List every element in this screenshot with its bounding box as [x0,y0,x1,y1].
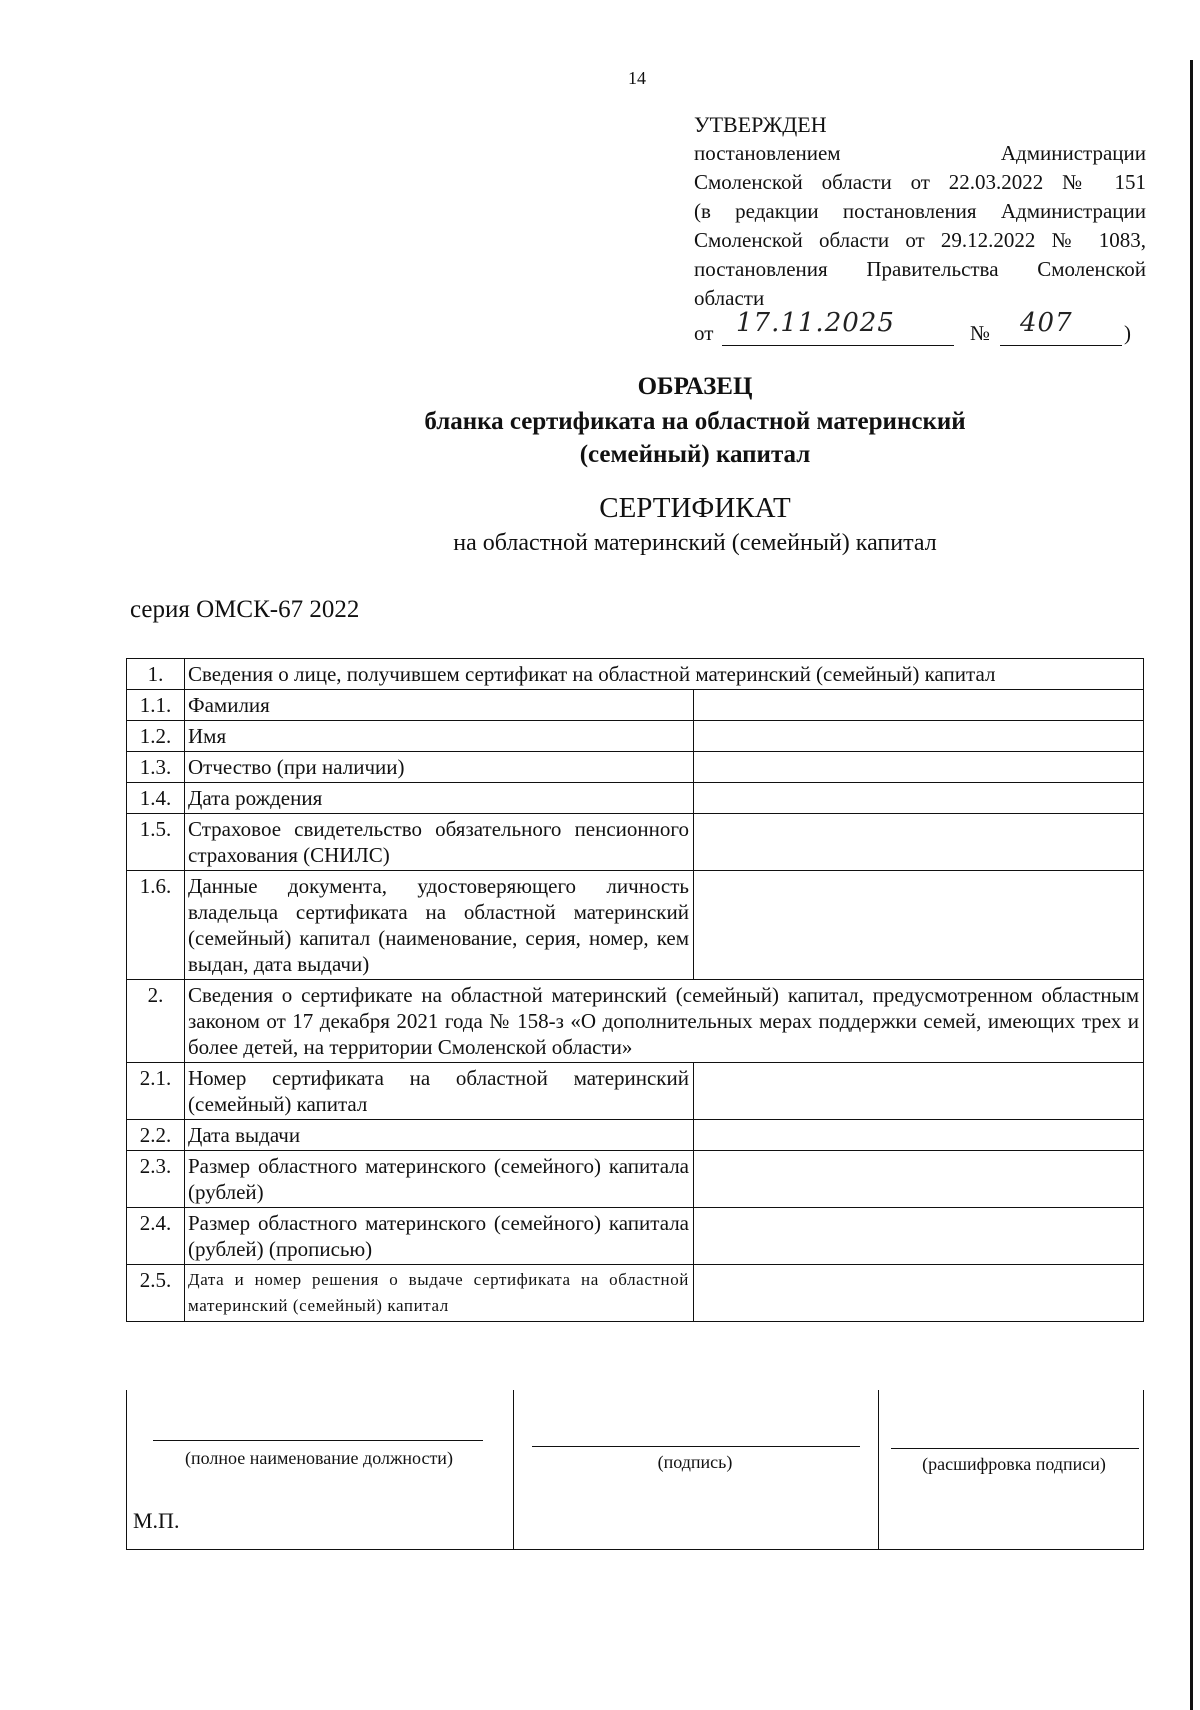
approval-line-5: постановления Правительства Смоленской [694,257,1146,281]
sample-subheading-2: (семейный) капитал [579,441,811,468]
row-number: 2.5. [127,1265,185,1322]
field-value-snils[interactable] [694,814,1144,871]
row-number: 1.3. [127,752,185,783]
sample-heading: ОБРАЗЕЦ [637,373,753,400]
row-number: 2.1. [127,1063,185,1120]
number-underline [1000,345,1122,346]
handwritten-date: 17.11.2025 [736,308,895,338]
row-number: 2.3. [127,1151,185,1208]
field-label-name: Имя [185,721,694,752]
position-caption: (полное наименование должности) [185,1448,453,1468]
row-number: 1.1. [127,690,185,721]
row-number: 1.2. [127,721,185,752]
table-row [127,1265,1144,1322]
approval-block [694,110,1146,347]
approval-title: УТВЕРЖДЕН [694,112,827,137]
sample-subheading-1: бланка сертификата на областной материнский [424,408,966,435]
field-value-capital-amount[interactable] [694,1151,1144,1208]
approval-line-6: области [694,286,765,310]
field-value-birthdate[interactable] [694,783,1144,814]
signature-line[interactable] [532,1446,860,1447]
position-cell [127,1390,514,1550]
field-value-surname[interactable] [694,690,1144,721]
table-row [127,721,1144,752]
field-label-decision: Дата и номер решения о выдаче сертификата на областной материнский (семейный) капитал [185,1265,694,1322]
field-label-snils: Страховое свидетельство обязательного пенсионного страхования (СНИЛС) [185,814,694,871]
decoding-signature-line[interactable] [891,1448,1139,1449]
approval-line-3: (в редакции постановления Администрации [694,199,1146,223]
approval-line-2: Смоленской области от 22.03.2022 № 151 [694,170,1146,194]
row-number: 2.2. [127,1120,185,1151]
field-label-issue-date: Дата выдачи [185,1120,694,1151]
row-number: 2. [127,980,185,1063]
signature-cell [514,1390,879,1550]
table-row [127,1151,1144,1208]
series-label: серия ОМСК-67 2022 [130,596,360,623]
decoding-caption: (расшифровка подписи) [922,1454,1106,1474]
row-number: 1. [127,659,185,690]
field-label-patronymic: Отчество (при наличии) [185,752,694,783]
table-row [127,1063,1144,1120]
field-label-surname: Фамилия [185,690,694,721]
table-row [127,752,1144,783]
row-number: 2.4. [127,1208,185,1265]
certificate-subtitle: на областной материнский (семейный) капитал [453,530,937,556]
row-number: 1.4. [127,783,185,814]
date-underline [722,345,954,346]
table-row [127,783,1144,814]
approval-line-4: Смоленской области от 29.12.2022 № 1083, [694,228,1146,252]
field-value-patronymic[interactable] [694,752,1144,783]
stamp-label: М.П. [133,1508,180,1533]
table-row [127,690,1144,721]
field-label-capital-amount-words: Размер областного материнского (семейного) капитала (рублей) (прописью) [185,1208,694,1265]
signature-block [126,1390,1144,1550]
field-value-capital-amount-words[interactable] [694,1208,1144,1265]
field-label-certificate-number: Номер сертификата на областной материнский (семейный) капитал [185,1063,694,1120]
position-signature-line[interactable] [153,1440,483,1441]
table-row [127,814,1144,871]
table-row [127,1120,1144,1151]
signature-caption: (подпись) [657,1452,733,1472]
approval-line-1: постановлением Администрации [694,141,1146,165]
from-label: от [694,321,714,345]
table-row [127,871,1144,980]
field-value-issue-date[interactable] [694,1120,1144,1151]
field-value-certificate-number[interactable] [694,1063,1144,1120]
page-edge-line [1190,60,1193,1710]
field-label-birthdate: Дата рождения [185,783,694,814]
closing-paren: ) [1124,321,1131,345]
row-number: 1.5. [127,814,185,871]
certificate-title: СЕРТИФИКАТ [599,492,791,524]
number-label: № [970,321,991,345]
page-number: 14 [628,68,646,88]
section-2-header: Сведения о сертификате на областной материнский (семейный) капитал, предусмотренном областным законом от 17 декабря 2021 года № 158-з «О дополнительных мерах поддержки семей, имеющих трех и более детей, на территории Смоленской области» [185,980,1144,1063]
field-value-identity-document[interactable] [694,871,1144,980]
row-number: 1.6. [127,871,185,980]
field-label-identity-document: Данные документа, удостоверяющего личность владельца сертификата на областной материнский (семейный) капитал (наименование, серия, номер, кем выдан, дата выдачи) [185,871,694,980]
edition-date-line [694,308,1146,347]
field-value-name[interactable] [694,721,1144,752]
table-row [127,1208,1144,1265]
certificate-table [126,658,1144,1322]
section-1-header: Сведения о лице, получившем сертификат на областной материнский (семейный) капитал [185,659,1144,690]
decoding-cell [879,1390,1144,1550]
handwritten-number: 407 [1020,308,1073,338]
table-row [127,659,1144,690]
table-row [127,980,1144,1063]
field-label-capital-amount: Размер областного материнского (семейного) капитала (рублей) [185,1151,694,1208]
field-value-decision[interactable] [694,1265,1144,1322]
